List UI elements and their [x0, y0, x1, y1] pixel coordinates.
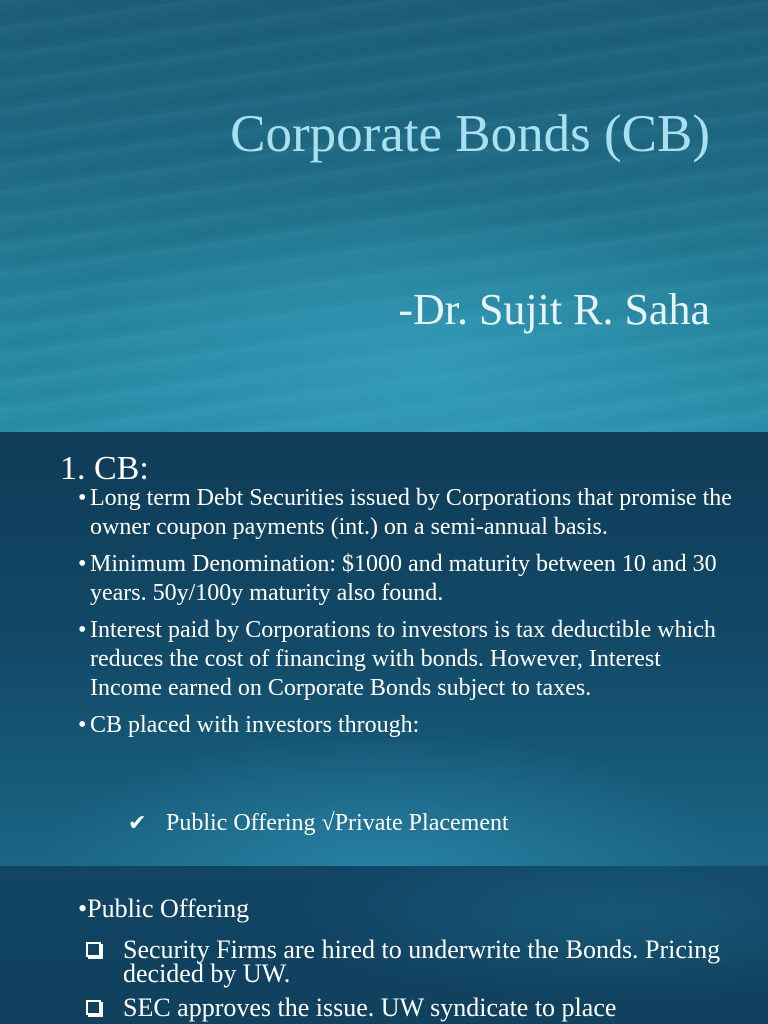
checkbox-bullet-icon: [86, 1000, 101, 1015]
slide-subtitle-author: -Dr. Sujit R. Saha: [398, 285, 710, 334]
list-item-text: Security Firms are hired to underwrite the Bonds. Pricing decided by UW.: [123, 935, 721, 988]
bullet-marker: •: [78, 712, 87, 738]
bullet-marker: •: [78, 617, 87, 643]
list-item: [86, 993, 726, 1022]
bullet-marker: •: [78, 551, 87, 577]
checkbox-bullet-icon: [86, 942, 101, 957]
checkmark-icon: ✔: [128, 811, 147, 836]
bullet-text: Long term Debt Securities issued by Corporations that promise the owner coupon payments (int.) on a semi-annual basis.: [90, 485, 732, 540]
placement-methods-line: [128, 810, 509, 837]
slide-heading: 1. CB:: [60, 450, 149, 487]
public-offering-list: [86, 935, 726, 1024]
bullet-marker: •: [78, 485, 87, 511]
bullet-item: [78, 550, 738, 608]
bullet-list: [78, 484, 738, 748]
bullet-item: [78, 711, 738, 740]
public-offering-slide: [0, 866, 768, 1024]
list-item-text: SEC approves the issue. UW syndicate to place: [123, 993, 617, 1022]
bullet-text: CB placed with investors through:: [90, 712, 420, 738]
bullet-text: Interest paid by Corporations to investors is tax deductible which reduces the cost of financing with bonds. However, Interest Income earned on Corporate Bonds subject to taxes.: [90, 617, 716, 701]
title-slide: [0, 0, 768, 432]
bullet-item: [78, 484, 738, 542]
bullet-item: [78, 616, 738, 703]
public-offering-heading: •Public Offering: [78, 894, 250, 923]
placement-methods-text: Public Offering √Private Placement: [166, 810, 509, 836]
slide-title: Corporate Bonds (CB): [230, 105, 710, 163]
list-item: [86, 935, 726, 988]
bullet-text: Minimum Denomination: $1000 and maturity between 10 and 30 years. 50y/100y maturity also found.: [90, 551, 717, 606]
cb-definition-slide: [0, 432, 768, 866]
